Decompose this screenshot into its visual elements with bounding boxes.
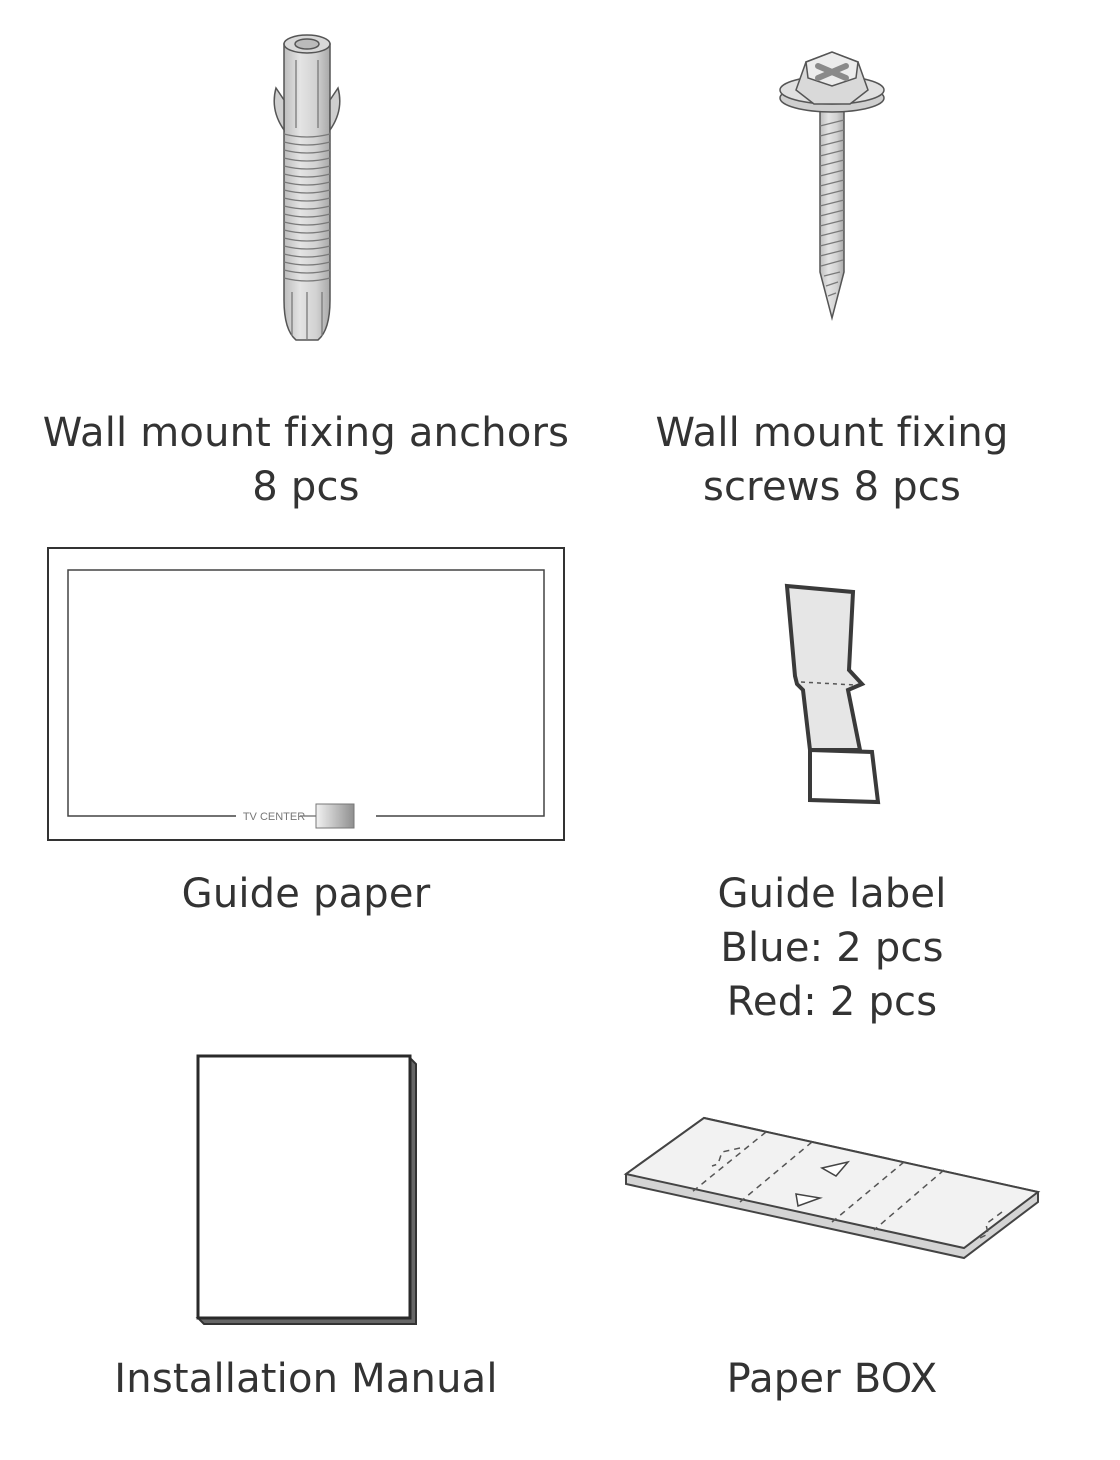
paper-box-caption	[592, 1352, 1072, 1406]
guide-paper-icon	[48, 548, 564, 840]
caption-line: Red: 2 pcs	[726, 979, 938, 1025]
caption-line: 8 pcs	[252, 464, 360, 510]
tv-center-mark: TV CENTER	[242, 811, 306, 823]
anchors-caption	[40, 406, 572, 514]
caption-line: Paper BOX	[726, 1356, 938, 1402]
caption-line: screws 8 pcs	[702, 464, 962, 510]
wall-screw-icon	[780, 52, 884, 318]
caption-line: Guide paper	[181, 871, 431, 917]
guide-paper-caption	[40, 867, 572, 921]
installation-manual-icon	[198, 1056, 416, 1324]
caption-line: Installation Manual	[114, 1356, 498, 1402]
guide-label-caption	[592, 867, 1072, 1029]
guide-label-icon	[787, 586, 878, 802]
caption-line: Wall mount fixing anchors	[42, 410, 570, 456]
caption-line: Wall mount fixing	[655, 410, 1009, 456]
caption-line: Blue: 2 pcs	[720, 925, 944, 971]
installation-manual-caption	[40, 1352, 572, 1406]
wall-anchor-icon	[274, 35, 340, 340]
screws-caption	[592, 406, 1072, 514]
paper-box-icon	[626, 1118, 1038, 1258]
caption-line: Guide label	[717, 871, 947, 917]
